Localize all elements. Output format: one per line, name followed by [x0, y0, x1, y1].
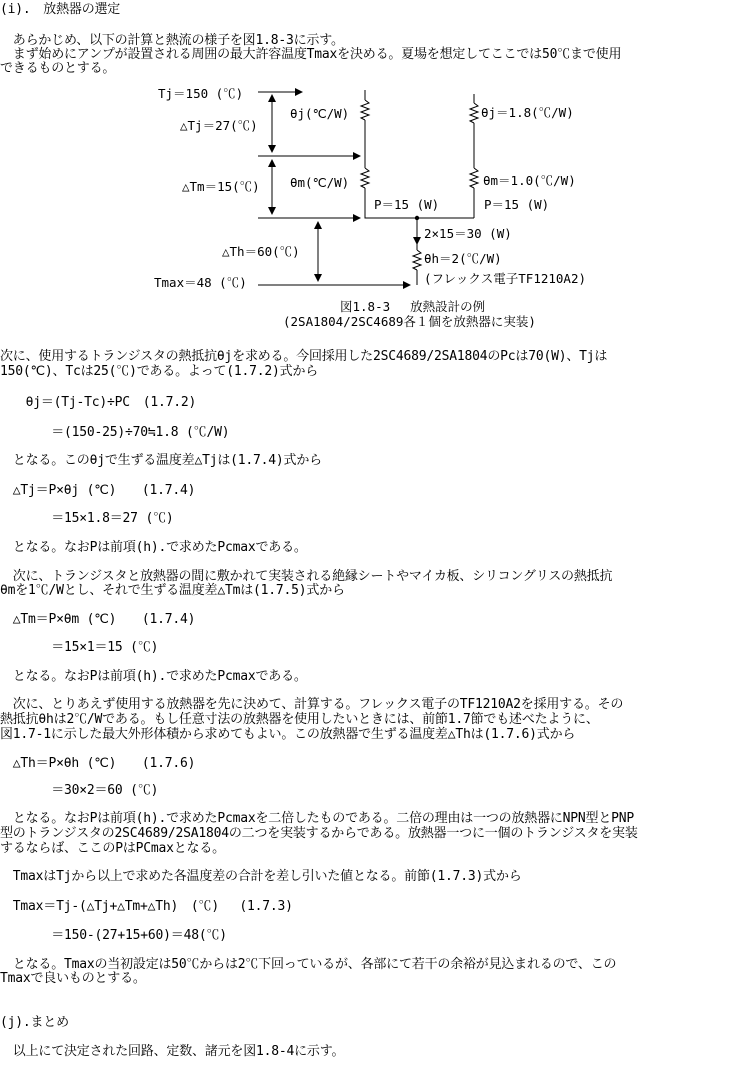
tj-label: Tj＝150 (℃) [158, 86, 244, 101]
p1-line-2: 150(℃)、Tcは25(℃)である。よって(1.7.2)式から [0, 364, 319, 379]
intro-line-1: あらかじめ、以下の計算と熱流の様子を図1.8-3に示す。 [0, 33, 344, 48]
p9-line-2: Tmaxで良いものとする。 [0, 971, 146, 986]
p5: となる。なおPは前項(h).で求めたPcmaxである。 [0, 669, 307, 684]
eq3-b: ＝15×1＝15 (℃) [0, 640, 159, 655]
p-right-label: P＝15 (W) [484, 197, 550, 212]
p4-line-1: 次に、トランジスタと放熱器の間に敷かれて実装される絶縁シートやマイカ板、シリコングリスの熱抵抗 [0, 569, 613, 584]
eq5-b: ＝150-(27+15+60)＝48(℃) [0, 928, 227, 943]
dtj-label: △Tj＝27(℃) [180, 118, 258, 133]
eq1-b: ＝(150-25)÷70≒1.8 (℃/W) [0, 425, 230, 440]
p4-line-2: θmを1℃/Wとし、それで生ずる温度差△Tmは(1.7.5)式から [0, 583, 345, 598]
eq4-b: ＝30×2＝60 (℃) [0, 783, 159, 798]
eq1-a: θj＝(Tj-Tc)÷PC (1.7.2) [0, 395, 197, 410]
eq5-a: Tmax＝Tj-(△Tj+△Tm+△Th) (℃) (1.7.3) [0, 899, 293, 914]
eq3-a: △Tm＝P×θm (℃) (1.7.4) [0, 612, 196, 627]
tmax-label: Tmax＝48 (℃) [154, 275, 247, 290]
heatsink-label: (フレックス電子TF1210A2) [424, 271, 587, 286]
p7-line-1: となる。なおPは前項(h).で求めたPcmaxを二倍したものである。二倍の理由は一つの放熱器にNPN型とPNP [0, 811, 635, 826]
theta-j-right-label: θj＝1.8(℃/W) [481, 105, 574, 120]
p-total-label: 2×15＝30 (W) [424, 226, 512, 241]
p6-line-1: 次に、とりあえず使用する放熱器を先に決めて、計算する。フレックス電子のTF1210A2を採用する。その [0, 697, 624, 712]
p-left-label: P＝15 (W) [374, 197, 440, 212]
figure-caption-sub: (2SA1804/2SC4689各１個を放熱器に実装) [283, 314, 536, 329]
thermal-design-figure [0, 0, 749, 340]
p1-line-1: 次に、使用するトランジスタの熱抵抗θjを求める。今回採用した2SC4689/2SA1804のPcは70(W)、Tjは [0, 349, 608, 364]
p7-line-3: するならば、ここのPはPCmaxとなる。 [0, 841, 225, 856]
p7-line-2: 型のトランジスタの2SC4689/2SA1804の二つを実装するからである。放熱器一つに一個のトランジスタを実装 [0, 826, 638, 841]
p2: となる。このθjで生ずる温度差△Tjは(1.7.4)式から [0, 453, 322, 468]
p6-line-3: 図1.7-1に示した最大外形体積から求めてもよい。この放熱器で生ずる温度差△Thは(1.7.6)式から [0, 727, 576, 742]
section-heading-j: (j).まとめ [0, 1015, 69, 1030]
p3: となる。なおPは前項(h).で求めたPcmaxである。 [0, 540, 307, 555]
figure-caption: 図1.8-3 放熱設計の例 [340, 299, 486, 314]
eq2-b: ＝15×1.8＝27 (℃) [0, 511, 174, 526]
theta-m-left-label: θm(℃/W) [290, 175, 350, 190]
intro-line-3: できるものとする。 [0, 61, 116, 76]
right-branch-wire [470, 94, 478, 218]
p6-line-2: 熱抵抗θhは2℃/Wである。もし任意寸法の放熱器を使用したいときには、前節1.7節でも述べたように、 [0, 712, 599, 727]
p9-line-1: となる。Tmaxの当初設定は50℃からは2℃下回っているが、各部にて若干の余裕が見込まれるので、この [0, 957, 617, 972]
theta-m-right-label: θm＝1.0(℃/W) [483, 173, 576, 188]
eq4-a: △Th＝P×θh (℃) (1.7.6) [0, 756, 196, 771]
section-heading-i: (i). 放熱器の選定 [0, 2, 121, 17]
eq2-a: △Tj＝P×θj (℃) (1.7.4) [0, 483, 196, 498]
p8: TmaxはTjから以上で求めた各温度差の合計を差し引いた値となる。前節(1.7.3)式から [0, 869, 522, 884]
dtm-label: △Tm＝15(℃) [182, 179, 260, 194]
dth-label: △Th＝60(℃) [222, 244, 300, 259]
theta-j-left-label: θj(℃/W) [290, 106, 350, 121]
section-j-text: 以上にて決定された回路、定数、諸元を図1.8-4に示す。 [0, 1044, 345, 1059]
intro-line-2: まず始めにアンプが設置される周囲の最大許容温度Tmaxを決める。夏場を想定してここでは50℃まで使用 [0, 47, 622, 62]
theta-h-label: θh＝2(℃/W) [424, 251, 502, 266]
